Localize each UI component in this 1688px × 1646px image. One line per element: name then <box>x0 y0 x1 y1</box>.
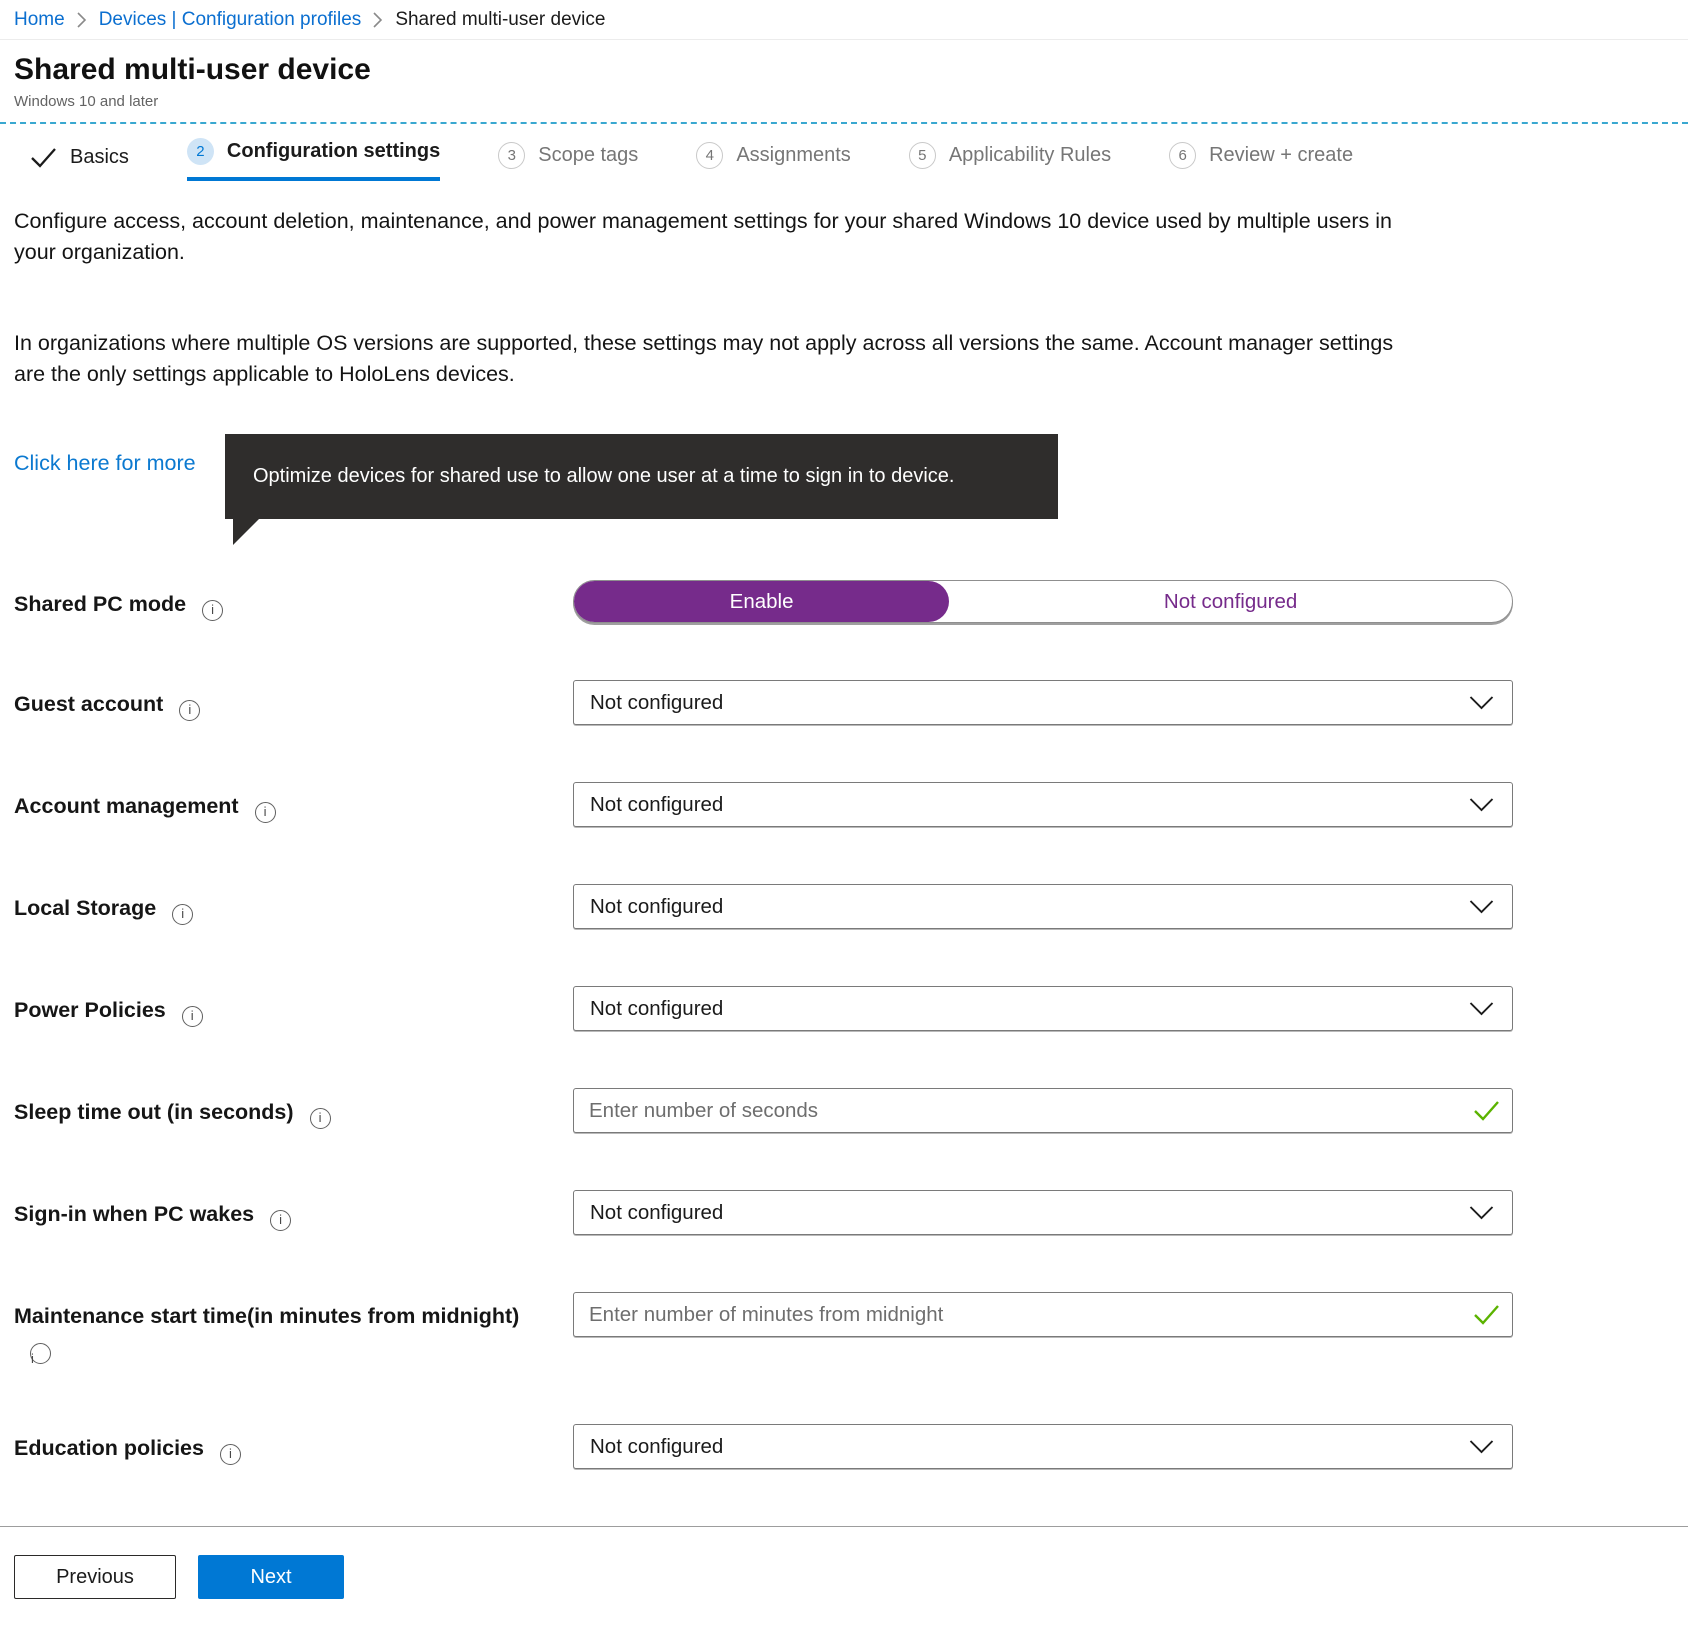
field-label-area <box>14 782 573 823</box>
page-title: Shared multi-user device <box>14 53 371 86</box>
intro-paragraph-2: In organizations where multiple OS versions are supported, these settings may not apply across all versions the same. Account manager settings are the only settings applicable to HoloLens devices. <box>14 331 1394 386</box>
toggle-enable-option[interactable]: Enable <box>574 581 949 622</box>
form-row-local-storage <box>14 884 1527 929</box>
tab-label: Configuration settings <box>226 140 441 162</box>
field-label-area <box>14 1292 573 1364</box>
tooltip-text: Optimize devices for shared use to allow one user at a time to sign in to device. <box>253 465 955 487</box>
tab-label: Scope tags <box>538 144 639 166</box>
dropdown-value: Not configured <box>590 996 724 1020</box>
wizard-tabs <box>0 124 1688 181</box>
shared-pc-mode-toggle[interactable] <box>573 580 1513 623</box>
info-icon[interactable]: i <box>220 1444 241 1465</box>
chevron-down-icon <box>1469 1440 1494 1454</box>
field-label-area <box>14 1190 573 1231</box>
tab-scope-tags[interactable] <box>498 142 638 181</box>
step-badge: 3 <box>498 142 525 169</box>
breadcrumb <box>0 0 1688 40</box>
more-info-link[interactable]: Click here for more <box>14 451 196 475</box>
form-row-guest-account <box>14 680 1527 725</box>
tab-label: Assignments <box>736 144 851 166</box>
field <box>573 1424 1513 1469</box>
breadcrumb-separator-icon <box>77 12 87 28</box>
field-label: Account management <box>14 794 239 818</box>
chevron-down-icon <box>1469 1206 1494 1220</box>
form-row-education-policies <box>14 1424 1527 1469</box>
chevron-down-icon <box>1469 696 1494 710</box>
chevron-down-icon <box>1469 1002 1494 1016</box>
field-label: Maintenance start time(in minutes from midnight) <box>14 1304 520 1328</box>
form-row-maintenance-start <box>14 1292 1527 1364</box>
configuration-form <box>0 580 1527 1469</box>
step-badge: 4 <box>696 142 723 169</box>
field <box>573 1190 1513 1235</box>
step-badge: 6 <box>1169 142 1196 169</box>
field-label-area <box>14 884 573 925</box>
tooltip-tail-icon <box>233 519 259 545</box>
field <box>573 1088 1513 1133</box>
info-icon[interactable]: i <box>310 1108 331 1129</box>
power-policies-dropdown[interactable] <box>573 986 1513 1031</box>
field <box>573 1292 1513 1337</box>
sleep-timeout-input[interactable] <box>573 1088 1513 1133</box>
form-row-signin-wakes <box>14 1190 1527 1235</box>
field <box>573 580 1513 623</box>
field-label: Guest account <box>14 692 164 716</box>
field-label: Education policies <box>14 1436 204 1460</box>
breadcrumb-home-link[interactable]: Home <box>14 8 65 30</box>
step-badge: 2 <box>187 138 214 165</box>
step-badge: 5 <box>909 142 936 169</box>
previous-button[interactable]: Previous <box>14 1555 176 1599</box>
intro-paragraph-1: Configure access, account deletion, maintenance, and power management settings for your shared Windows 10 device used by multiple users in your organization. <box>14 209 1392 264</box>
breadcrumb-separator-icon <box>373 12 383 28</box>
form-row-shared-pc-mode <box>14 580 1527 623</box>
account-management-dropdown[interactable] <box>573 782 1513 827</box>
chevron-down-icon <box>1469 798 1494 812</box>
field-label-area <box>14 1424 573 1465</box>
dropdown-value: Not configured <box>590 690 724 714</box>
field-label: Sleep time out (in seconds) <box>14 1100 294 1124</box>
info-icon[interactable]: i <box>182 1006 203 1027</box>
tooltip <box>225 434 1058 519</box>
info-icon[interactable]: i <box>270 1210 291 1231</box>
dropdown-value: Not configured <box>590 1200 724 1224</box>
tab-applicability-rules[interactable] <box>909 142 1111 181</box>
field <box>573 782 1513 827</box>
field-label: Shared PC mode <box>14 592 187 616</box>
info-icon[interactable]: i <box>30 1343 51 1364</box>
field-label: Sign-in when PC wakes <box>14 1202 255 1226</box>
form-row-account-management <box>14 782 1527 827</box>
chevron-down-icon <box>1469 900 1494 914</box>
field-label: Local Storage <box>14 896 157 920</box>
field <box>573 680 1513 725</box>
tab-basics[interactable] <box>30 146 129 181</box>
field <box>573 986 1513 1031</box>
page-subtitle: Windows 10 and later <box>14 93 159 110</box>
guest-account-dropdown[interactable] <box>573 680 1513 725</box>
local-storage-dropdown[interactable] <box>573 884 1513 929</box>
info-icon[interactable]: i <box>202 600 223 621</box>
field-label: Power Policies <box>14 998 166 1022</box>
intro-copy <box>0 206 1420 390</box>
dropdown-value: Not configured <box>590 1434 724 1458</box>
form-row-sleep-timeout <box>14 1088 1527 1133</box>
field <box>573 884 1513 929</box>
breadcrumb-current: Shared multi-user device <box>395 8 606 30</box>
tab-assignments[interactable] <box>696 142 851 181</box>
dropdown-value: Not configured <box>590 894 724 918</box>
dropdown-value: Not configured <box>590 792 724 816</box>
form-row-power-policies <box>14 986 1527 1031</box>
breadcrumb-devices-link[interactable]: Devices | Configuration profiles <box>98 8 362 30</box>
info-icon[interactable]: i <box>179 700 200 721</box>
signin-when-pc-wakes-dropdown[interactable] <box>573 1190 1513 1235</box>
maintenance-start-time-input[interactable] <box>573 1292 1513 1337</box>
field-label-area <box>14 1088 573 1129</box>
field-label-area <box>14 986 573 1027</box>
tab-label: Basics <box>70 146 129 168</box>
tab-configuration-settings[interactable] <box>187 138 440 181</box>
info-icon[interactable]: i <box>255 802 276 823</box>
field-label-area <box>14 680 573 721</box>
link-tooltip-zone <box>0 434 1688 534</box>
education-policies-dropdown[interactable] <box>573 1424 1513 1469</box>
wizard-footer <box>0 1527 1688 1599</box>
field-label-area <box>14 580 573 621</box>
valid-check-icon <box>1473 1304 1500 1330</box>
page-header <box>0 40 1688 122</box>
next-button[interactable]: Next <box>198 1555 344 1599</box>
tab-label: Review + create <box>1209 144 1354 166</box>
tab-review-create[interactable] <box>1169 142 1353 181</box>
tab-label: Applicability Rules <box>948 144 1112 166</box>
basics-complete-check-icon <box>30 147 57 168</box>
valid-check-icon <box>1473 1100 1500 1126</box>
info-icon[interactable]: i <box>172 904 193 925</box>
toggle-not-configured-option[interactable]: Not configured <box>1163 589 1298 613</box>
